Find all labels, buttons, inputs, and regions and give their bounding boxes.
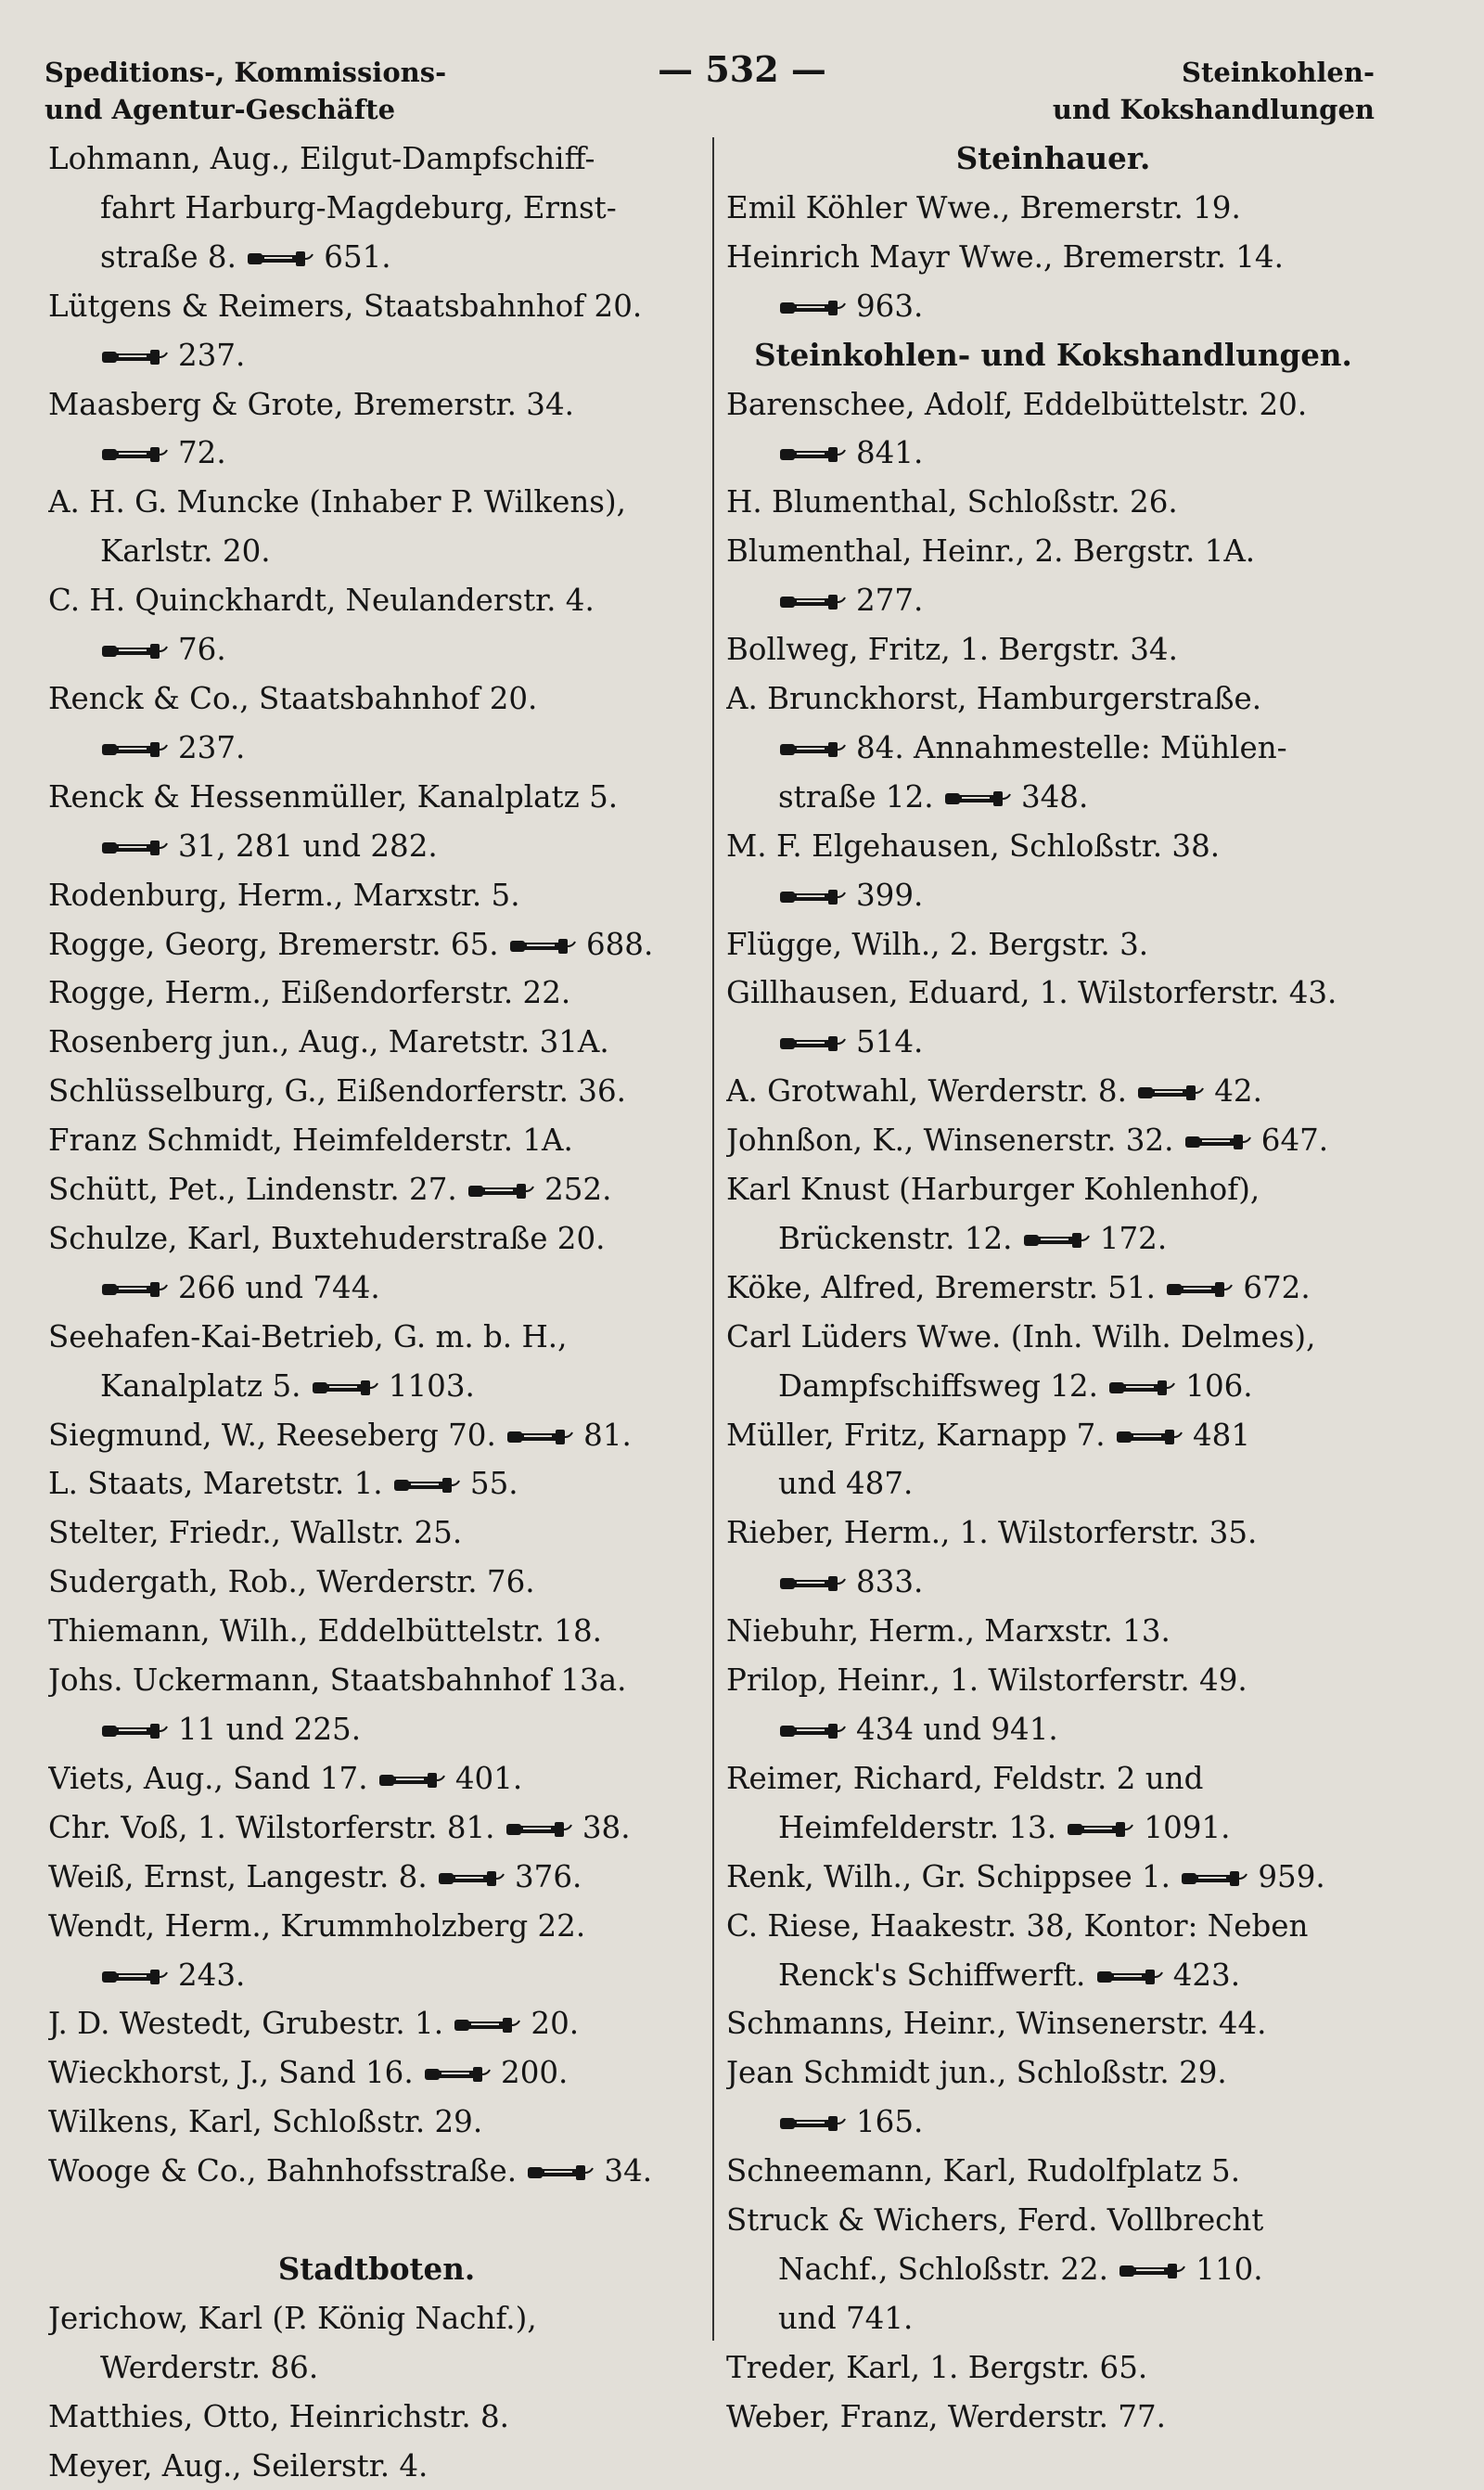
directory-entry [726, 822, 1380, 920]
directory-entry [726, 625, 1380, 674]
left-column [48, 135, 705, 2490]
entry-line: 237. [48, 331, 705, 380]
telephone-icon [1183, 1132, 1252, 1152]
directory-entry [726, 1902, 1380, 2000]
directory-entry [48, 1018, 705, 1067]
telephone-icon [423, 2064, 492, 2085]
directory-entry [48, 674, 705, 773]
directory-entry [48, 380, 705, 479]
header-right [1053, 54, 1375, 128]
entry-line: Rieber, Herm., 1. Wilstorferstr. 35. [726, 1515, 1258, 1551]
directory-entry [726, 1264, 1380, 1313]
telephone-icon [526, 2163, 595, 2183]
entry-line: Wooge & Co., Bahnhofsstraße. 34. [48, 2153, 653, 2189]
entry-line: H. Blumenthal, Schloßstr. 26. [726, 484, 1178, 520]
directory-entry [48, 282, 705, 380]
entry-line: A. Brunckhorst, Hamburgerstraße. [726, 680, 1262, 716]
page-header [0, 46, 1484, 135]
directory-entry [48, 1214, 705, 1313]
entry-line: straße 8. 651. [100, 238, 391, 275]
entry-line: Weber, Franz, Werderstr. 77. [726, 2398, 1166, 2434]
entry-line: 165. [726, 2098, 1380, 2147]
entry-line: A. Grotwahl, Werderstr. 8. 42. [726, 1073, 1262, 1110]
entry-line: 434 und 941. [726, 1705, 1380, 1754]
directory-entry [726, 1067, 1380, 1116]
telephone-icon [437, 1868, 505, 1889]
entry-line: Sudergath, Rob., Werderstr. 76. [48, 1564, 535, 1600]
telephone-icon [467, 1181, 535, 1201]
entry-line: Heimfelderstr. 13. 1091. [778, 1809, 1231, 1845]
directory-entry [726, 1607, 1380, 1656]
directory-entry [48, 969, 705, 1018]
telephone-icon [778, 1573, 847, 1594]
telephone-icon [778, 444, 847, 465]
entry-line: Renk, Wilh., Gr. Schippsee 1. 959. [726, 1858, 1325, 1894]
entry-line: Stelter, Friedr., Wallstr. 25. [48, 1515, 463, 1551]
entry-line: 72. [48, 429, 705, 478]
entry-line: Lohmann, Aug., Eilgut-Dampfschiff- [48, 141, 595, 176]
directory-entry [48, 1902, 705, 2000]
entry-line: Flügge, Wilh., 2. Bergstr. 3. [726, 926, 1149, 962]
entry-line: Schulze, Karl, Buxtehuderstraße 20. [48, 1220, 606, 1256]
directory-entry [726, 2147, 1380, 2196]
telephone-icon [1136, 1083, 1205, 1103]
entry-line: Karl Knust (Harburger Kohlenhof), [726, 1172, 1260, 1208]
entry-line: Emil Köhler Wwe., Bremerstr. 19. [726, 189, 1241, 225]
entry-line: fahrt Harburg-Magdeburg, Ernst- [100, 189, 617, 225]
telephone-icon [1107, 1378, 1176, 1398]
entry-line: und 741. [778, 2300, 914, 2336]
entry-line: Rogge, Georg, Bremerstr. 65. 688. [48, 926, 654, 962]
telephone-icon [453, 2015, 521, 2035]
entry-line: Renck & Co., Staatsbahnhof 20. [48, 680, 538, 716]
header-right-line2: und Kokshandlungen [1052, 94, 1375, 125]
entry-line: Johnßon, K., Winsenerstr. 32. 647. [726, 1123, 1329, 1159]
entry-line: Viets, Aug., Sand 17. 401. [48, 1760, 523, 1796]
telephone-icon [100, 1721, 169, 1741]
entry-line: Lütgens & Reimers, Staatsbahnhof 20. [48, 288, 643, 324]
directory-entry [48, 2442, 705, 2490]
entry-line: Reimer, Richard, Feldstr. 2 und [726, 1760, 1204, 1796]
entry-line: Niebuhr, Herm., Marxstr. 13. [726, 1613, 1171, 1649]
entry-line: Blumenthal, Heinr., 2. Bergstr. 1A. [726, 533, 1256, 570]
directory-entry [48, 2098, 705, 2147]
directory-entry [48, 871, 705, 920]
entry-line: Struck & Wichers, Ferd. Vollbrecht [726, 2202, 1264, 2239]
entry-line: Meyer, Aug., Seilerstr. 4. [48, 2447, 429, 2484]
directory-entry [48, 1656, 705, 1754]
entry-line: 84. Annahmestelle: Mühlen- [726, 724, 1380, 773]
entry-line: Carl Lüders Wwe. (Inh. Wilh. Delmes), [726, 1318, 1316, 1354]
telephone-icon [100, 641, 169, 661]
entry-line: Jerichow, Karl (P. König Nachf.), [48, 2300, 537, 2336]
directory-entry [48, 1067, 705, 1116]
entry-line: 841. [726, 429, 1380, 478]
directory-entry [726, 1656, 1380, 1754]
header-left-line1: Speditions-, Kommissions- [45, 57, 447, 88]
telephone-icon [392, 1475, 461, 1495]
entry-line: Jean Schmidt jun., Schloßstr. 29. [726, 2055, 1227, 2091]
directory-entry [726, 233, 1380, 331]
telephone-icon [100, 739, 169, 760]
entry-line: Franz Schmidt, Heimfelderstr. 1A. [48, 1123, 573, 1159]
telephone-icon [246, 249, 314, 269]
directory-entry [48, 1999, 705, 2048]
entry-line: 243. [48, 1951, 705, 2000]
telephone-icon [505, 1427, 574, 1447]
directory-entry [726, 1508, 1380, 1607]
entry-line: Johs. Uckermann, Staatsbahnhof 13a. [48, 1662, 627, 1699]
entry-line: 237. [48, 724, 705, 773]
section-title-steinhauer: Steinhauer. [955, 140, 1151, 176]
left-section2-entries [48, 2294, 705, 2490]
header-right-line1: Steinkohlen- [1182, 57, 1375, 88]
telephone-icon [1118, 2261, 1186, 2281]
directory-entry [48, 773, 705, 871]
directory-entry [48, 1803, 705, 1853]
entry-line: Müller, Fritz, Karnapp 7. 481 [726, 1417, 1251, 1453]
right-section1-entries [726, 184, 1380, 331]
telephone-icon [1180, 1868, 1248, 1889]
directory-entry [48, 135, 705, 282]
entry-line: Thiemann, Wilh., Eddelbüttelstr. 18. [48, 1613, 602, 1649]
directory-entry [726, 1165, 1380, 1264]
entry-line: Heinrich Mayr Wwe., Bremerstr. 14. [726, 238, 1284, 275]
entry-line: Wilkens, Karl, Schloßstr. 29. [48, 2104, 483, 2140]
directory-entry [48, 1411, 705, 1460]
telephone-icon [100, 1967, 169, 1987]
telephone-icon [100, 838, 169, 858]
directory-entry [726, 2196, 1380, 2343]
directory-entry [48, 2393, 705, 2442]
entry-line: Siegmund, W., Reeseberg 70. 81. [48, 1417, 632, 1453]
directory-entry [726, 1411, 1380, 1509]
directory-entry [48, 1508, 705, 1558]
entry-line: Seehafen-Kai-Betrieb, G. m. b. H., [48, 1318, 568, 1354]
directory-entry [726, 2343, 1380, 2393]
entry-line: Chr. Voß, 1. Wilstorferstr. 81. 38. [48, 1809, 631, 1845]
entry-line: Wendt, Herm., Krummholzberg 22. [48, 1907, 586, 1944]
entry-line: Renck's Schiffwerft. 423. [778, 1957, 1241, 1993]
telephone-icon [778, 739, 847, 760]
directory-entry [48, 1853, 705, 1902]
entry-line: J. D. Westedt, Grubestr. 1. 20. [48, 2006, 580, 2042]
entry-line: 833. [726, 1558, 1380, 1607]
entry-line: Schmanns, Heinr., Winsenerstr. 44. [726, 2006, 1267, 2042]
entry-line: Werderstr. 86. [100, 2349, 319, 2385]
directory-entry [726, 527, 1380, 625]
directory-entry [48, 1754, 705, 1803]
entry-line: Treder, Karl, 1. Bergstr. 65. [726, 2349, 1148, 2385]
left-entries [48, 135, 705, 2196]
entry-line: Rosenberg jun., Aug., Maretstr. 31A. [48, 1024, 609, 1060]
entry-line: A. H. G. Muncke (Inhaber P. Wilkens), [48, 484, 626, 520]
entry-line: Schlüsselburg, G., Eißendorferstr. 36. [48, 1073, 626, 1110]
directory-entry [726, 2393, 1380, 2442]
entry-line: 266 und 744. [48, 1264, 705, 1313]
directory-entry [726, 674, 1380, 822]
entry-line: C. H. Quinckhardt, Neulanderstr. 4. [48, 583, 595, 619]
telephone-icon [1066, 1819, 1134, 1840]
telephone-icon [1165, 1279, 1234, 1300]
directory-entry [48, 2147, 705, 2196]
entry-line: Gillhausen, Eduard, 1. Wilstorferstr. 43. [726, 975, 1337, 1011]
directory-entry [48, 1313, 705, 1411]
entry-line: straße 12. 348. [778, 778, 1089, 815]
entry-line: Karlstr. 20. [100, 533, 271, 570]
telephone-icon [778, 2113, 847, 2134]
telephone-icon [943, 789, 1012, 809]
directory-entry [726, 1999, 1380, 2048]
entry-line: 11 und 225. [48, 1705, 705, 1754]
directory-entry [726, 1313, 1380, 1411]
right-section2-entries [726, 380, 1380, 2442]
directory-entry [726, 1116, 1380, 1165]
section-title-steinkohlen: Steinkohlen- und Kokshandlungen. [754, 336, 1352, 373]
directory-entry [48, 1116, 705, 1165]
page-number: — 532 — [658, 48, 826, 90]
entry-line: M. F. Elgehausen, Schloßstr. 38. [726, 828, 1221, 864]
entry-line: Matthies, Otto, Heinrichstr. 8. [48, 2398, 510, 2434]
telephone-icon [778, 1033, 847, 1054]
entry-line: 399. [726, 871, 1380, 920]
entry-line: L. Staats, Maretstr. 1. 55. [48, 1466, 518, 1502]
directory-entry [726, 184, 1380, 233]
directory-entry [48, 1459, 705, 1508]
directory-entry [726, 478, 1380, 527]
telephone-icon [311, 1378, 379, 1398]
entry-line: 31, 281 und 282. [48, 822, 705, 871]
header-left-line2: und Agentur-Geschäfte [45, 94, 396, 125]
directory-entry [48, 1607, 705, 1656]
directory-entry [726, 969, 1380, 1067]
directory-entry [48, 920, 705, 969]
directory-entry [48, 2294, 705, 2393]
entry-line: Prilop, Heinr., 1. Wilstorferstr. 49. [726, 1662, 1247, 1699]
telephone-icon [778, 592, 847, 612]
directory-entry [726, 1754, 1380, 1853]
telephone-icon [1115, 1427, 1183, 1447]
entry-line: 963. [726, 282, 1380, 331]
directory-entry [726, 380, 1380, 479]
telephone-icon [1095, 1967, 1164, 1987]
column-divider [712, 137, 714, 2341]
entry-line: Rodenburg, Herm., Marxstr. 5. [48, 877, 520, 913]
entry-line: Dampfschiffsweg 12. 106. [778, 1367, 1253, 1404]
entry-line: Wieckhorst, J., Sand 16. 200. [48, 2055, 569, 2091]
telephone-icon [1022, 1230, 1091, 1251]
section-spacer [48, 2196, 705, 2245]
entry-line: Rogge, Herm., Eißendorferstr. 22. [48, 975, 571, 1011]
entry-line: Schütt, Pet., Lindenstr. 27. 252. [48, 1172, 612, 1208]
telephone-icon [100, 1279, 169, 1300]
directory-entry [48, 576, 705, 674]
entry-line: C. Riese, Haakestr. 38, Kontor: Neben [726, 1907, 1309, 1944]
entry-line: Weiß, Ernst, Langestr. 8. 376. [48, 1858, 582, 1894]
entry-line: Barenschee, Adolf, Eddelbüttelstr. 20. [726, 386, 1308, 422]
telephone-icon [377, 1770, 446, 1790]
entry-line: Kanalplatz 5. 1103. [100, 1367, 475, 1404]
directory-entry [48, 478, 705, 576]
telephone-icon [100, 347, 169, 367]
directory-entry [726, 2048, 1380, 2147]
right-column [726, 135, 1380, 2442]
telephone-icon [508, 936, 577, 956]
entry-line: Köke, Alfred, Bremerstr. 51. 672. [726, 1269, 1311, 1305]
telephone-icon [100, 444, 169, 465]
entry-line: Brückenstr. 12. 172. [778, 1220, 1168, 1256]
directory-entry [48, 1165, 705, 1214]
directory-entry [48, 2048, 705, 2098]
entry-line: und 487. [778, 1466, 914, 1502]
entry-line: Schneemann, Karl, Rudolfplatz 5. [726, 2153, 1241, 2189]
entry-line: 277. [726, 576, 1380, 625]
entry-line: Nachf., Schloßstr. 22. 110. [778, 2251, 1263, 2287]
entry-line: Bollweg, Fritz, 1. Bergstr. 34. [726, 632, 1178, 668]
telephone-icon [778, 298, 847, 318]
entry-line: Maasberg & Grote, Bremerstr. 34. [48, 386, 574, 422]
directory-entry [726, 920, 1380, 969]
directory-entry [48, 1558, 705, 1607]
entry-line: Renck & Hessenmüller, Kanalplatz 5. [48, 778, 619, 815]
entry-line: 76. [48, 625, 705, 674]
telephone-icon [778, 1721, 847, 1741]
telephone-icon [778, 887, 847, 907]
telephone-icon [505, 1819, 573, 1840]
entry-line: 514. [726, 1018, 1380, 1067]
section-title-stadtboten: Stadtboten. [277, 2250, 476, 2287]
directory-entry [726, 1853, 1380, 1902]
